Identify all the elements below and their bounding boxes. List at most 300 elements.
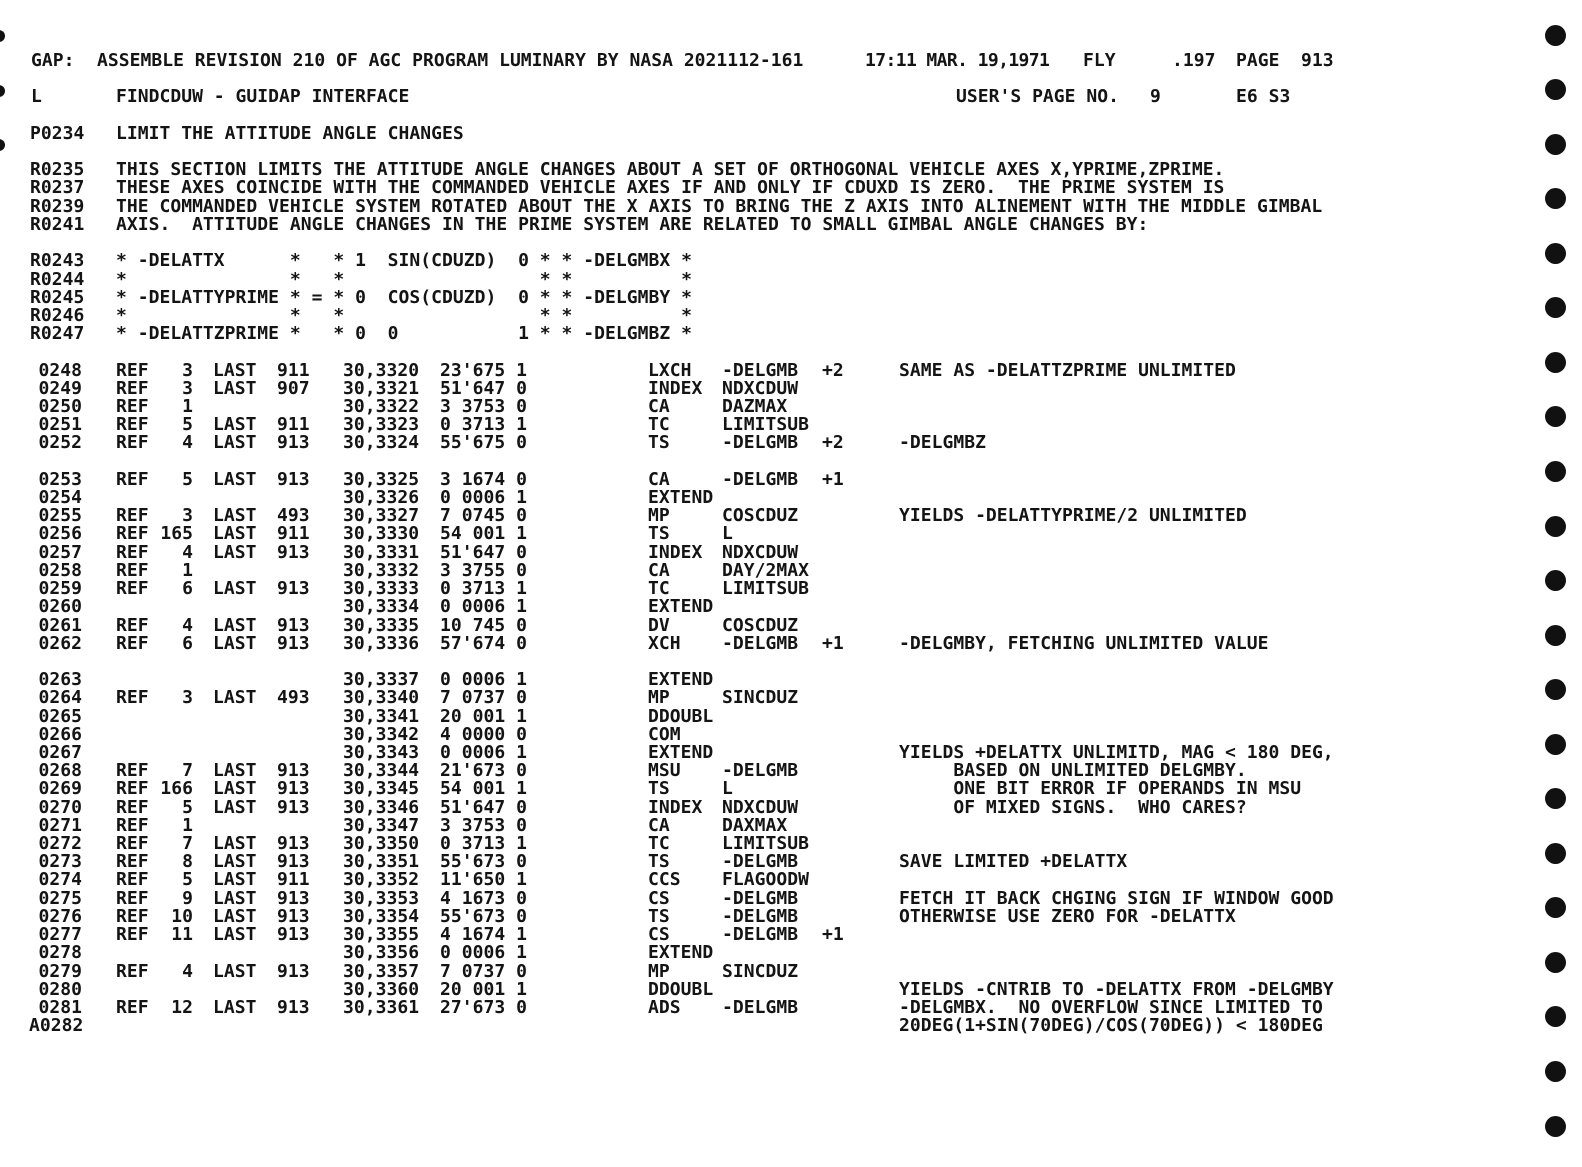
line-number: 0270 — [38, 796, 82, 818]
remark-text: THESE AXES COINCIDE WITH THE COMMANDED VEHICLE AXES IF AND ONLY IF CDUXD IS ZERO. THE PRIME SYSTEM IS — [116, 177, 1225, 199]
opcode: TS — [648, 432, 670, 454]
last-page-ref: 913 — [277, 960, 310, 982]
octal-word: 0 3713 1 — [440, 578, 527, 600]
memory-address: 30,3361 — [343, 996, 420, 1018]
last-page-ref: 911 — [277, 359, 310, 381]
memory-address: 30,3341 — [343, 705, 420, 727]
last-page-ref: 913 — [277, 851, 310, 873]
memory-address: 30,3350 — [343, 833, 420, 855]
ref-keyword: REF — [116, 851, 149, 873]
line-number: 0277 — [38, 924, 82, 946]
last-keyword: LAST — [213, 359, 257, 381]
operand: -DELGMB — [722, 996, 799, 1018]
line-number: A0282 — [29, 1015, 84, 1037]
octal-word: 20 001 1 — [440, 705, 527, 727]
last-keyword: LAST — [213, 414, 257, 436]
memory-address: 30,3321 — [343, 377, 420, 399]
last-page-ref: 913 — [277, 578, 310, 600]
octal-word: 0 0006 1 — [440, 669, 527, 691]
operand: -DELGMB — [722, 432, 799, 454]
operand: NDXCDUW — [722, 796, 799, 818]
memory-address: 30,3354 — [343, 905, 420, 927]
comment: YIELDS +DELATTX UNLIMITD, MAG < 180 DEG, — [899, 741, 1334, 763]
opcode: EXTEND — [648, 487, 714, 509]
ref-count: 9 — [182, 887, 193, 909]
octal-word: 55'673 0 — [440, 905, 527, 927]
opcode: TC — [648, 414, 670, 436]
line-number: 0264 — [38, 687, 82, 709]
last-page-ref: 913 — [277, 924, 310, 946]
last-keyword: LAST — [213, 687, 257, 709]
ref-keyword: REF — [116, 541, 149, 563]
last-keyword: LAST — [213, 760, 257, 782]
last-page-ref: 913 — [277, 833, 310, 855]
code-line — [0, 780, 1530, 798]
remark-label: R0235 — [30, 159, 85, 181]
operand-offset: +2 — [822, 359, 844, 381]
ref-keyword: REF — [116, 960, 149, 982]
operand: -DELGMB — [722, 924, 799, 946]
ref-count: 1 — [182, 814, 193, 836]
line-number: 0255 — [38, 505, 82, 527]
memory-address: 30,3330 — [343, 523, 420, 545]
ref-count: 1 — [182, 559, 193, 581]
opcode: CA — [648, 468, 670, 490]
ref-count: 8 — [182, 851, 193, 873]
octal-word: 20 001 1 — [440, 978, 527, 1000]
ref-keyword: REF — [116, 523, 149, 545]
operand: LIMITSUB — [722, 414, 809, 436]
operand: NDXCDUW — [722, 377, 799, 399]
remark-text: AXIS. ATTITUDE ANGLE CHANGES IN THE PRIME SYSTEM ARE RELATED TO SMALL GIMBAL ANGLE CHANGES BY: — [116, 213, 1149, 235]
code-line — [0, 598, 1530, 616]
octal-word: 0 3713 1 — [440, 833, 527, 855]
memory-address: 30,3326 — [343, 487, 420, 509]
octal-word: 4 0000 0 — [440, 723, 527, 745]
last-page-ref: 911 — [277, 869, 310, 891]
opcode: INDEX — [648, 541, 703, 563]
matrix-label: R0243 — [30, 250, 85, 272]
operand-offset: +1 — [822, 924, 844, 946]
comment: SAVE LIMITED +DELATTX — [899, 851, 1128, 873]
remark-label: R0241 — [30, 213, 85, 235]
code-line — [0, 632, 1530, 654]
opcode: DV — [648, 614, 670, 636]
opcode: DDOUBL — [648, 705, 714, 727]
octal-word: 57'674 0 — [440, 632, 527, 654]
octal-word: 10 745 0 — [440, 614, 527, 636]
code-line — [0, 525, 1530, 543]
ref-keyword: REF — [116, 814, 149, 836]
line-number: 0265 — [38, 705, 82, 727]
memory-address: 30,3333 — [343, 578, 420, 600]
page-number: 913 — [1301, 50, 1334, 71]
opcode: TS — [648, 851, 670, 873]
memory-address: 30,3353 — [343, 887, 420, 909]
code-line — [0, 614, 1530, 636]
ref-keyword: REF — [116, 924, 149, 946]
line-number: 0256 — [38, 523, 82, 545]
matrix-label: R0246 — [30, 304, 85, 326]
matrix-line — [0, 252, 1530, 270]
last-keyword: LAST — [213, 632, 257, 654]
operand: -DELGMB — [722, 359, 799, 381]
operand-offset: +2 — [822, 432, 844, 454]
operand: LIMITSUB — [722, 578, 809, 600]
ref-count: 11 — [171, 924, 193, 946]
matrix-label: R0244 — [30, 268, 85, 290]
line-number: 0257 — [38, 541, 82, 563]
ref-count: 4 — [182, 541, 193, 563]
opcode: EXTEND — [648, 669, 714, 691]
operand: -DELGMB — [722, 887, 799, 909]
memory-address: 30,3345 — [343, 778, 420, 800]
opcode: ADS — [648, 996, 681, 1018]
last-keyword: LAST — [213, 869, 257, 891]
memory-address: 30,3332 — [343, 559, 420, 581]
memory-address: 30,3347 — [343, 814, 420, 836]
comment: YIELDS -CNTRIB TO -DELATTX FROM -DELGMBY — [899, 978, 1334, 1000]
ref-count: 12 — [171, 996, 193, 1018]
operand-offset: +1 — [822, 468, 844, 490]
ref-keyword: REF — [116, 505, 149, 527]
user-page-label: USER'S PAGE NO. — [956, 86, 1120, 108]
line-number: 0263 — [38, 669, 82, 691]
header-line-2 — [0, 88, 1530, 106]
ref-count: 5 — [182, 869, 193, 891]
line-number: 0262 — [38, 632, 82, 654]
memory-address: 30,3323 — [343, 414, 420, 436]
line-number: 0281 — [38, 996, 82, 1018]
ref-count: 3 — [182, 687, 193, 709]
line-number: 0250 — [38, 395, 82, 417]
line-number: 0253 — [38, 468, 82, 490]
memory-address: 30,3352 — [343, 869, 420, 891]
opcode: TC — [648, 578, 670, 600]
assembler-tag: GAP: — [31, 50, 75, 71]
octal-word: 55'675 0 — [440, 432, 527, 454]
line-number: 0266 — [38, 723, 82, 745]
last-page-ref: 913 — [277, 614, 310, 636]
assembly-timestamp: 17:11 MAR. 19,1971 — [865, 50, 1050, 71]
remark-text: THIS SECTION LIMITS THE ATTITUDE ANGLE CHANGES ABOUT A SET OF ORTHOGONAL VEHICLE AXES X,YPRIME,ZPRIME. — [116, 159, 1225, 181]
memory-address: 30,3346 — [343, 796, 420, 818]
opcode: CS — [648, 924, 670, 946]
ref-count: 5 — [182, 468, 193, 490]
memory-address: 30,3337 — [343, 669, 420, 691]
ref-keyword: REF — [116, 578, 149, 600]
opcode: CCS — [648, 869, 681, 891]
operand: COSCDUZ — [722, 614, 799, 636]
ref-count: 4 — [182, 432, 193, 454]
memory-address: 30,3331 — [343, 541, 420, 563]
operand: FLAGOODW — [722, 869, 809, 891]
operand: LIMITSUB — [722, 833, 809, 855]
page-label: PAGE — [1236, 50, 1280, 71]
operand: DAXMAX — [722, 814, 788, 836]
opcode: CA — [648, 395, 670, 417]
section-title: LIMIT THE ATTITUDE ANGLE CHANGES — [116, 122, 464, 144]
line-number: 0261 — [38, 614, 82, 636]
user-page-number: 9 — [1150, 86, 1161, 108]
octal-word: 0 0006 1 — [440, 487, 527, 509]
matrix-text: * * * * * * — [116, 268, 692, 290]
code-line — [0, 434, 1530, 452]
matrix-label: R0245 — [30, 286, 85, 308]
last-keyword: LAST — [213, 924, 257, 946]
octal-word: 4 1673 0 — [440, 887, 527, 909]
matrix-line — [0, 268, 1530, 290]
matrix-text: * -DELATTYPRIME * = * 0 COS(CDUZD) 0 * * -DELGMBY * — [116, 286, 692, 308]
ref-keyword: REF — [116, 996, 149, 1018]
last-keyword: LAST — [213, 778, 257, 800]
line-number: 0260 — [38, 596, 82, 618]
operand: DAZMAX — [722, 395, 788, 417]
last-keyword: LAST — [213, 960, 257, 982]
octal-word: 11'650 1 — [440, 869, 527, 891]
line-number: 0254 — [38, 487, 82, 509]
octal-word: 4 1674 1 — [440, 924, 527, 946]
comment: FETCH IT BACK CHGING SIGN IF WINDOW GOOD — [899, 887, 1334, 909]
ref-count: 6 — [182, 578, 193, 600]
ref-count: 166 — [160, 778, 193, 800]
last-page-ref: 493 — [277, 687, 310, 709]
opcode: EXTEND — [648, 596, 714, 618]
operand: SINCDUZ — [722, 960, 799, 982]
octal-word: 0 0006 1 — [440, 942, 527, 964]
comment: -DELGMBX. NO OVERFLOW SINCE LIMITED TO — [899, 996, 1323, 1018]
opcode: TS — [648, 778, 670, 800]
code-line — [0, 1017, 1530, 1035]
line-number: 0272 — [38, 833, 82, 855]
octal-word: 0 3713 1 — [440, 414, 527, 436]
header-line-1 — [0, 52, 1530, 70]
opcode: CA — [648, 814, 670, 836]
memory-address: 30,3325 — [343, 468, 420, 490]
ref-count: 4 — [182, 614, 193, 636]
opcode: MP — [648, 960, 670, 982]
matrix-label: R0247 — [30, 323, 85, 345]
opcode: TC — [648, 833, 670, 855]
memory-address: 30,3356 — [343, 942, 420, 964]
matrix-text: * -DELATTZPRIME * * 0 0 1 * * -DELGMBZ * — [116, 323, 692, 345]
ref-count: 10 — [171, 905, 193, 927]
ref-keyword: REF — [116, 614, 149, 636]
last-keyword: LAST — [213, 523, 257, 545]
section-label: P0234 — [30, 122, 85, 144]
last-page-ref: 913 — [277, 796, 310, 818]
comment: OTHERWISE USE ZERO FOR -DELATTX — [899, 905, 1236, 927]
line-number: 0279 — [38, 960, 82, 982]
comment: OF MIXED SIGNS. WHO CARES? — [899, 796, 1247, 818]
line-number: 0249 — [38, 377, 82, 399]
code-line — [0, 926, 1530, 944]
ref-count: 4 — [182, 960, 193, 982]
matrix-line — [0, 325, 1530, 343]
last-page-ref: 911 — [277, 414, 310, 436]
assembly-value: .197 — [1172, 50, 1216, 71]
octal-word: 7 0745 0 — [440, 505, 527, 527]
ref-keyword: REF — [116, 377, 149, 399]
octal-word: 7 0737 0 — [440, 960, 527, 982]
line-number: 0259 — [38, 578, 82, 600]
ref-count: 5 — [182, 414, 193, 436]
opcode: MSU — [648, 760, 681, 782]
opcode: TS — [648, 523, 670, 545]
operand: -DELGMB — [722, 760, 799, 782]
line-number: 0268 — [38, 760, 82, 782]
memory-address: 30,3351 — [343, 851, 420, 873]
ref-keyword: REF — [116, 796, 149, 818]
ref-keyword: REF — [116, 778, 149, 800]
ref-keyword: REF — [116, 687, 149, 709]
last-page-ref: 913 — [277, 632, 310, 654]
octal-word: 51'647 0 — [440, 541, 527, 563]
opcode: COM — [648, 723, 681, 745]
ref-count: 165 — [160, 523, 193, 545]
ref-count: 7 — [182, 833, 193, 855]
memory-address: 30,3324 — [343, 432, 420, 454]
remark-label: R0237 — [30, 177, 85, 199]
remark-line — [0, 179, 1530, 197]
ref-keyword: REF — [116, 395, 149, 417]
octal-word: 3 3755 0 — [440, 559, 527, 581]
ref-count: 7 — [182, 760, 193, 782]
octal-word: 0 0006 1 — [440, 596, 527, 618]
opcode: LXCH — [648, 359, 692, 381]
memory-address: 30,3355 — [343, 924, 420, 946]
operand: L — [722, 523, 733, 545]
last-page-ref: 493 — [277, 505, 310, 527]
operand: L — [722, 778, 733, 800]
assembly-title: ASSEMBLE REVISION 210 OF AGC PROGRAM LUMINARY BY NASA 2021112-161 — [97, 50, 804, 71]
ref-count: 1 — [182, 395, 193, 417]
matrix-text: * -DELATTX * * 1 SIN(CDUZD) 0 * * -DELGMBX * — [116, 250, 692, 272]
line-number: 0251 — [38, 414, 82, 436]
operand: NDXCDUW — [722, 541, 799, 563]
opcode: EXTEND — [648, 942, 714, 964]
memory-address: 30,3360 — [343, 978, 420, 1000]
ref-keyword: REF — [116, 414, 149, 436]
memory-address: 30,3322 — [343, 395, 420, 417]
ref-keyword: REF — [116, 559, 149, 581]
operand: DAY/2MAX — [722, 559, 809, 581]
code-line — [0, 689, 1530, 707]
octal-word: 3 1674 0 — [440, 468, 527, 490]
last-page-ref: 913 — [277, 760, 310, 782]
last-page-ref: 913 — [277, 541, 310, 563]
memory-address: 30,3334 — [343, 596, 420, 618]
code-line — [0, 944, 1530, 962]
ref-keyword: REF — [116, 359, 149, 381]
comment: ONE BIT ERROR IF OPERANDS IN MSU — [899, 778, 1302, 800]
code-line — [0, 960, 1530, 982]
comment: SAME AS -DELATTZPRIME UNLIMITED — [899, 359, 1236, 381]
last-keyword: LAST — [213, 851, 257, 873]
memory-address: 30,3335 — [343, 614, 420, 636]
opcode: INDEX — [648, 377, 703, 399]
last-keyword: LAST — [213, 377, 257, 399]
comment: -DELGMBZ — [899, 432, 986, 454]
last-page-ref: 913 — [277, 778, 310, 800]
last-page-ref: 913 — [277, 887, 310, 909]
line-number: 0252 — [38, 432, 82, 454]
opcode: EXTEND — [648, 741, 714, 763]
code-line — [0, 468, 1530, 490]
line-number: 0276 — [38, 905, 82, 927]
octal-word: 54 001 1 — [440, 778, 527, 800]
octal-word: 3 3753 0 — [440, 395, 527, 417]
last-keyword: LAST — [213, 614, 257, 636]
remark-line — [0, 213, 1530, 235]
line-number: 0275 — [38, 887, 82, 909]
code-line — [0, 871, 1530, 889]
opcode: MP — [648, 687, 670, 709]
last-keyword: LAST — [213, 887, 257, 909]
ref-keyword: REF — [116, 432, 149, 454]
routine-title: FINDCDUW - GUIDAP INTERFACE — [116, 86, 410, 108]
octal-word: 3 3753 0 — [440, 814, 527, 836]
comment: -DELGMBY, FETCHING UNLIMITED VALUE — [899, 632, 1269, 654]
code-line — [0, 580, 1530, 598]
memory-address: 30,3342 — [343, 723, 420, 745]
comment: BASED ON UNLIMITED DELGMBY. — [899, 760, 1247, 782]
last-keyword: LAST — [213, 432, 257, 454]
octal-word: 0 0006 1 — [440, 741, 527, 763]
remark-text: THE COMMANDED VEHICLE SYSTEM ROTATED ABOUT THE X AXIS TO BRING THE Z AXIS INTO ALINEMENT WITH THE MIDDLE GIMBAL — [116, 195, 1323, 217]
last-page-ref: 913 — [277, 468, 310, 490]
opcode: TS — [648, 905, 670, 927]
octal-word: 21'673 0 — [440, 760, 527, 782]
code-line — [0, 705, 1530, 727]
line-number: 0267 — [38, 741, 82, 763]
line-number: 0273 — [38, 851, 82, 873]
last-keyword: LAST — [213, 578, 257, 600]
ref-keyword: REF — [116, 869, 149, 891]
octal-word: 55'673 0 — [440, 851, 527, 873]
ref-count: 3 — [182, 505, 193, 527]
last-page-ref: 913 — [277, 432, 310, 454]
memory-address: 30,3357 — [343, 960, 420, 982]
line-number: 0269 — [38, 778, 82, 800]
operand: SINCDUZ — [722, 687, 799, 709]
sheet-code: E6 S3 — [1236, 86, 1291, 108]
memory-address: 30,3327 — [343, 505, 420, 527]
remark-label: R0239 — [30, 195, 85, 217]
ref-keyword: REF — [116, 632, 149, 654]
operand: COSCDUZ — [722, 505, 799, 527]
last-keyword: LAST — [213, 996, 257, 1018]
comment: YIELDS -DELATTYPRIME/2 UNLIMITED — [899, 505, 1247, 527]
opcode: INDEX — [648, 796, 703, 818]
ref-count: 5 — [182, 796, 193, 818]
last-keyword: LAST — [213, 833, 257, 855]
octal-word: 51'647 0 — [440, 377, 527, 399]
comment: 20DEG(1+SIN(70DEG)/COS(70DEG)) < 180DEG — [899, 1015, 1323, 1037]
opcode: MP — [648, 505, 670, 527]
memory-address: 30,3336 — [343, 632, 420, 654]
operand: -DELGMB — [722, 632, 799, 654]
opcode: CA — [648, 559, 670, 581]
matrix-text: * * * * * * — [116, 304, 692, 326]
operand: -DELGMB — [722, 851, 799, 873]
ref-keyword: REF — [116, 468, 149, 490]
memory-address: 30,3343 — [343, 741, 420, 763]
last-page-ref: 911 — [277, 523, 310, 545]
section-heading — [0, 122, 1530, 144]
ref-count: 3 — [182, 359, 193, 381]
line-number: 0248 — [38, 359, 82, 381]
